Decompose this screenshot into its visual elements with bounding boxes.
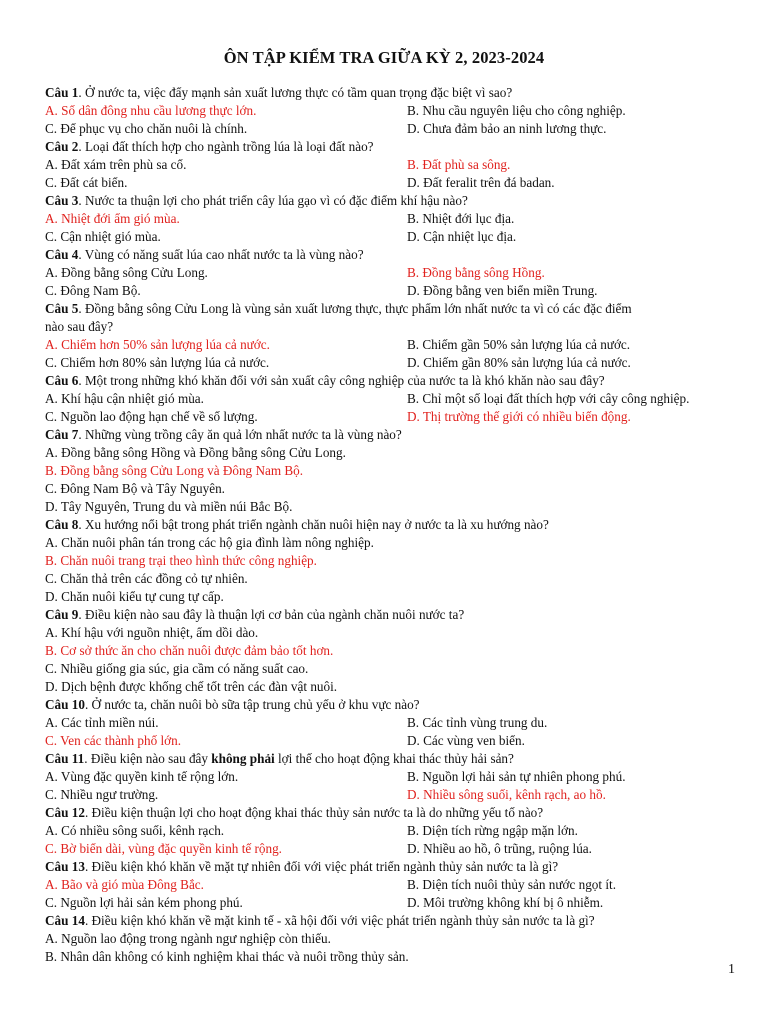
question-label: Câu 1 — [45, 85, 79, 100]
option-b: B. Đồng bằng sông Cửu Long và Đông Nam Bộ. — [45, 463, 304, 478]
option-b: B. Nhân dân không có kinh nghiệm khai thác và nuôi trồng thủy sản. — [45, 949, 409, 964]
option-d: D. Môi trường không khí bị ô nhiễm. — [407, 895, 604, 910]
question-list — [45, 84, 750, 966]
question-label: Câu 5 — [45, 301, 79, 316]
question-label: Câu 12 — [45, 805, 85, 820]
question-stem-continued: nào sau đây? — [45, 319, 114, 334]
option-b: B. Nguồn lợi hải sản tự nhiên phong phú. — [407, 769, 626, 784]
question-10 — [45, 696, 750, 750]
page-number: 1 — [728, 962, 735, 977]
option-a: A. Đồng bằng sông Hồng và Đồng bằng sông Cửu Long. — [45, 445, 346, 460]
option-b: B. Chỉ một số loại đất thích hợp với cây công nghiệp. — [407, 391, 690, 406]
option-d: D. Chăn nuôi kiểu tự cung tự cấp. — [45, 589, 224, 604]
option-d: D. Nhiều ao hồ, ô trũng, ruộng lúa. — [407, 841, 592, 856]
question-stem: . Điều kiện nào sau đây là thuận lợi cơ bản của ngành chăn nuôi nước ta? — [78, 607, 465, 622]
option-d: D. Nhiều sông suối, kênh rạch, ao hồ. — [407, 787, 606, 802]
question-stem: . Ở nước ta, việc đẩy mạnh sản xuất lương thực có tầm quan trọng đặc biệt vì sao? — [78, 85, 513, 100]
question-label: Câu 7 — [45, 427, 79, 442]
question-stem: . Nước ta thuận lợi cho phát triển cây lúa gạo vì có đặc điểm khí hậu nào? — [78, 193, 468, 208]
question-12 — [45, 804, 750, 858]
option-d: D. Chiếm gần 80% sản lượng lúa cả nước. — [407, 355, 631, 370]
question-stem: . Xu hướng nổi bật trong phát triển ngành chăn nuôi hiện nay ở nước ta là xu hướng nào? — [78, 517, 549, 532]
question-stem: . Vùng có năng suất lúa cao nhất nước ta là vùng nào? — [78, 247, 364, 262]
question-11 — [45, 750, 750, 804]
option-d: D. Dịch bệnh được khống chế tốt trên các đàn vật nuôi. — [45, 679, 338, 694]
option-c: C. Nguồn lợi hải sản kém phong phú. — [45, 895, 243, 910]
question-7 — [45, 426, 750, 516]
question-stem: . Loại đất thích hợp cho ngành trồng lúa là loại đất nào? — [78, 139, 374, 154]
option-b: B. Cơ sở thức ăn cho chăn nuôi được đảm bảo tốt hơn. — [45, 643, 334, 658]
page-title: ÔN TẬP KIỂM TRA GIỮA KỲ 2, 2023-2024 — [223, 48, 545, 67]
question-stem: . Điều kiện nào sau đây — [84, 751, 212, 766]
question-9 — [45, 606, 750, 696]
option-a: A. Chăn nuôi phân tán trong các hộ gia đình làm nông nghiệp. — [45, 535, 374, 550]
question-stem: . Những vùng trồng cây ăn quả lớn nhất nước ta là vùng nào? — [78, 427, 402, 442]
option-a: A. Số dân đông nhu cầu lương thực lớn. — [45, 103, 257, 118]
option-b: B. Chiếm gần 50% sản lượng lúa cả nước. — [407, 337, 631, 352]
option-b: B. Đồng bằng sông Hồng. — [407, 265, 545, 280]
question-5 — [45, 300, 750, 372]
question-label: Câu 3 — [45, 193, 79, 208]
question-stem: . Một trong những khó khăn đối với sản xuất cây công nghiệp của nước ta là khó khăn nào sau đây? — [78, 373, 605, 388]
option-b: B. Đất phù sa sông. — [407, 157, 511, 172]
option-c: C. Đông Nam Bộ. — [45, 283, 141, 298]
question-stem-emphasis: không phải — [211, 751, 275, 766]
option-c: C. Chăn thả trên các đồng cỏ tự nhiên. — [45, 571, 248, 586]
option-b: B. Nhiệt đới lục địa. — [407, 211, 515, 226]
option-a: A. Vùng đặc quyền kinh tế rộng lớn. — [45, 769, 239, 784]
option-d: D. Thị trường thế giới có nhiều biến động. — [407, 409, 631, 424]
option-b: B. Diện tích rừng ngập mặn lớn. — [407, 823, 578, 838]
option-c: C. Ven các thành phố lớn. — [45, 733, 182, 748]
option-c: C. Nhiều ngư trường. — [45, 787, 159, 802]
option-b: B. Nhu cầu nguyên liệu cho công nghiệp. — [407, 103, 626, 118]
option-d: D. Chưa đảm bảo an ninh lương thực. — [407, 121, 607, 136]
question-label: Câu 13 — [45, 859, 85, 874]
option-d: D. Đất feralit trên đá badan. — [407, 175, 555, 190]
option-c: C. Bờ biển dài, vùng đặc quyền kinh tế rộng. — [45, 841, 282, 856]
option-d: D. Đồng bằng ven biển miền Trung. — [407, 283, 598, 298]
option-a: A. Bão và gió mùa Đông Bắc. — [45, 877, 204, 892]
option-a: A. Khí hậu với nguồn nhiệt, ẩm dồi dào. — [45, 625, 259, 640]
option-d: D. Cận nhiệt lục địa. — [407, 229, 517, 244]
question-4 — [45, 246, 750, 300]
question-stem: . Điều kiện thuận lợi cho hoạt động khai thác thủy sản nước ta là do những yếu tố nào? — [84, 805, 544, 820]
option-a: A. Chiếm hơn 50% sản lượng lúa cả nước. — [45, 337, 270, 352]
option-a: A. Khí hậu cận nhiệt gió mùa. — [45, 391, 204, 406]
question-2 — [45, 138, 750, 192]
option-a: A. Các tỉnh miền núi. — [45, 715, 159, 730]
question-stem: . Ở nước ta, chăn nuôi bò sữa tập trung chủ yếu ở khu vực nào? — [84, 697, 420, 712]
option-a: A. Đồng bằng sông Cửu Long. — [45, 265, 208, 280]
question-label: Câu 6 — [45, 373, 79, 388]
option-c: C. Để phục vụ cho chăn nuôi là chính. — [45, 121, 248, 136]
question-label: Câu 14 — [45, 913, 85, 928]
option-c: C. Chiếm hơn 80% sản lượng lúa cả nước. — [45, 355, 270, 370]
option-a: A. Đất xám trên phù sa cổ. — [45, 157, 187, 172]
option-c: C. Đất cát biển. — [45, 175, 128, 190]
question-stem: . Đồng bằng sông Cửu Long là vùng sản xuất lương thực, thực phẩm lớn nhất nước ta vì có các đặc điểm — [78, 301, 632, 316]
option-c: C. Nguồn lao động hạn chế về số lượng. — [45, 409, 258, 424]
question-label: Câu 9 — [45, 607, 79, 622]
option-b: B. Diện tích nuôi thủy sản nước ngọt ít. — [407, 877, 616, 892]
option-a: A. Nhiệt đới ẩm gió mùa. — [45, 211, 180, 226]
question-stem-tail: lợi thế cho hoạt động khai thác thủy hải sản? — [274, 751, 514, 766]
option-b: B. Chăn nuôi trang trại theo hình thức công nghiệp. — [45, 553, 317, 568]
question-label: Câu 8 — [45, 517, 79, 532]
option-b: B. Các tỉnh vùng trung du. — [407, 715, 548, 730]
question-13 — [45, 858, 750, 912]
question-label: Câu 4 — [45, 247, 79, 262]
question-label: Câu 11 — [45, 751, 85, 766]
option-c: C. Đông Nam Bộ và Tây Nguyên. — [45, 481, 225, 496]
question-1 — [45, 84, 750, 138]
option-d: D. Các vùng ven biển. — [407, 733, 525, 748]
question-14 — [45, 912, 750, 966]
question-stem: . Điều kiện khó khăn về mặt kinh tế - xã hội đối với việc phát triển ngành thủy sản nước ta là gì? — [84, 913, 595, 928]
question-label: Câu 2 — [45, 139, 79, 154]
question-6 — [45, 372, 750, 426]
question-stem: . Điều kiện khó khăn về mặt tự nhiên đối với việc phát triển ngành thủy sản nước ta là gì? — [84, 859, 559, 874]
option-c: C. Nhiều giống gia súc, gia cầm có năng suất cao. — [45, 661, 309, 676]
option-a: A. Có nhiều sông suối, kênh rạch. — [45, 823, 225, 838]
question-8 — [45, 516, 750, 606]
option-c: C. Cận nhiệt gió mùa. — [45, 229, 161, 244]
question-label: Câu 10 — [45, 697, 85, 712]
option-d: D. Tây Nguyên, Trung du và miền núi Bắc Bộ. — [45, 499, 293, 514]
option-a: A. Nguồn lao động trong ngành ngư nghiệp còn thiếu. — [45, 931, 331, 946]
question-3 — [45, 192, 750, 246]
